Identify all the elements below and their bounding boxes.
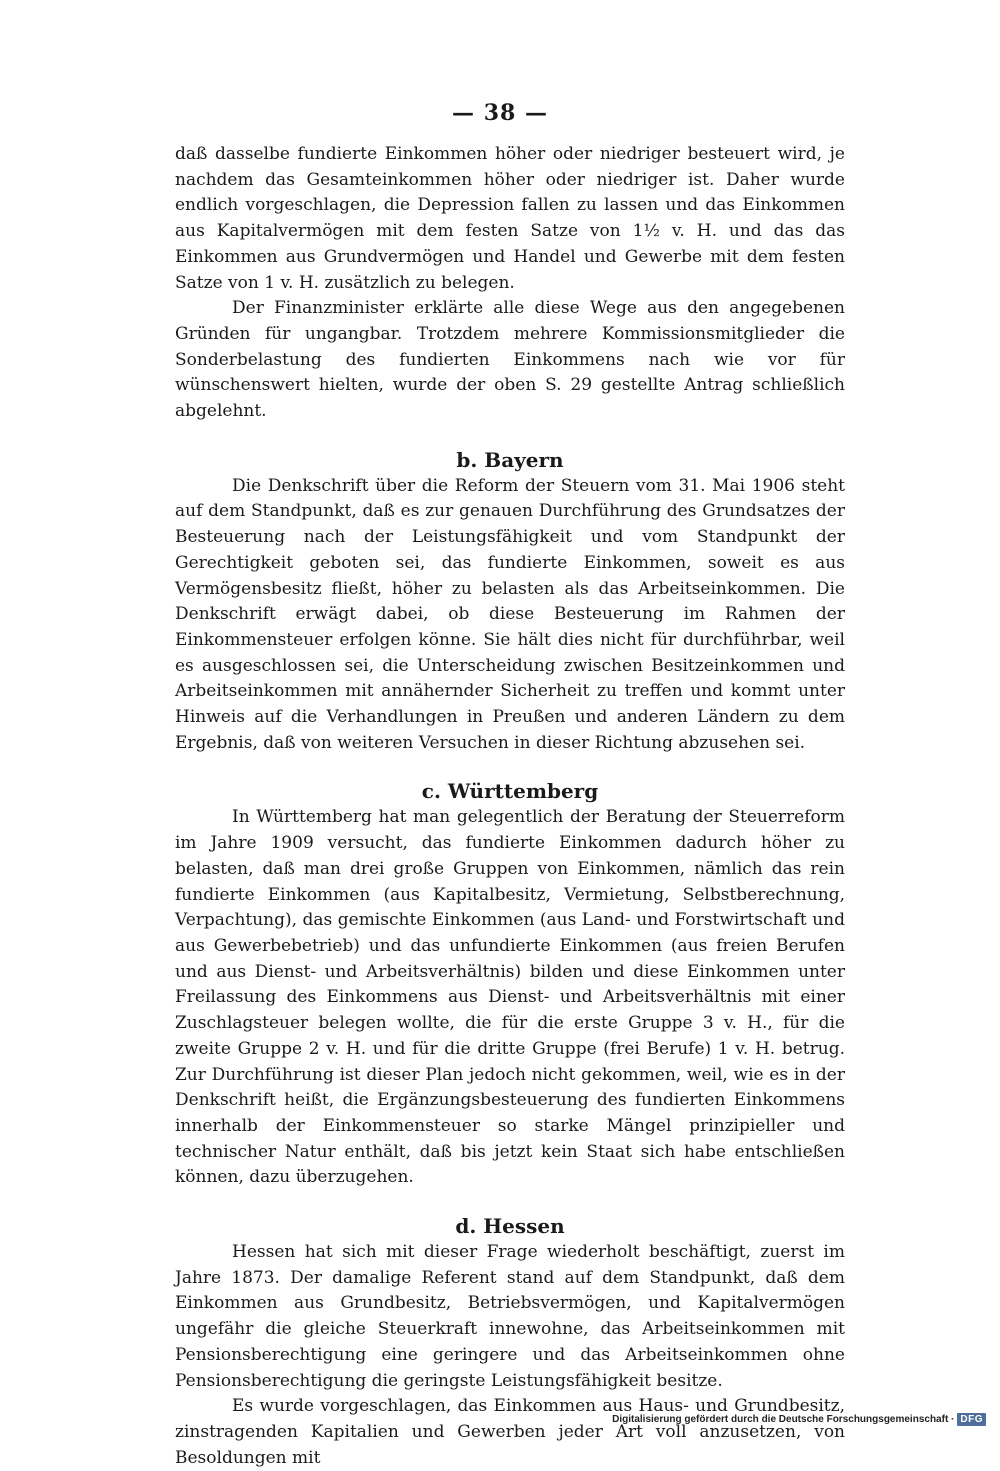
paragraph-4: In Württemberg hat man gelegentlich der Beratung der Steuerreform im Jahre 1909 versucht, das fundierte Einkommen dadurch höher zu belasten, daß man drei große Gruppen von Einkommen, nämlich das rein fundierte Einkommen (aus Kapitalbesitz, Vermietung, Selbstberechnung, Verpachtung), das gemischte Einkommen (aus Land- und Forstwirtschaft und aus Gewerbebetrieb) und das unfundierte Einkommen (aus freien Berufen und aus Dienst- und Arbeitsverhältnis) bilden und diese Einkommen unter Freilassung des Einkommens aus Dienst- und Arbeitsverhältnis mit einer Zuschlagsteuer belegen wollte, die für die erste Gruppe 3 v. H., für die zweite Gruppe 2 v. H. und für die dritte Gruppe (frei Berufe) 1 v. H. betrug. Zur Durchführung ist dieser Plan jedoch nicht gekommen, weil, wie es in der Denkschrift heißt, die Ergänzungsbesteuerung des fundierten Einkommens innerhalb der Einkommensteuer so starke Mängel prinzipieller und technischer Natur enthält, daß bis jetzt kein Staat sich habe entschließen können, dazu überzugehen.	[175, 807, 845, 1188]
paragraph-6: Es wurde vorgeschlagen, das Einkommen aus Haus- und Grundbesitz, zinstragenden Kapitalien und Gewerben jeder Art voll anzusetzen, von Besoldungen mit	[175, 1396, 845, 1468]
heading-wuerttemberg: c. Württemberg	[421, 779, 599, 804]
paragraph-1: daß dasselbe fundierte Einkommen höher oder niedriger besteuert wird, je nachdem das Gesamteinkommen höher oder niedriger ist. Daher wurde endlich vorgeschlagen, die Depression fallen zu lassen und das Einkommen aus Kapitalvermögen mit dem festen Satze von 1½ v. H. und das das Einkommen aus Grundvermögen und Handel und Gewerbe mit dem festen Satze von 1 v. H. zusätzlich zu belegen.	[175, 144, 845, 293]
heading-bayern: b. Bayern	[456, 447, 564, 472]
dfg-logo: DFG	[957, 1413, 986, 1426]
heading-hessen: d. Hessen	[455, 1214, 565, 1239]
page-number: — 38 —	[452, 100, 548, 126]
paragraph-5: Hessen hat sich mit dieser Frage wiederholt beschäftigt, zuerst im Jahre 1873. Der damalige Referent stand auf dem Standpunkt, daß dem Einkommen aus Grundbesitz, Betriebsvermögen, und Kapitalvermögen ungefähr die gleiche Steuerkraft innewohne, das Arbeitseinkommen mit Pensionsberechtigung eine geringere und das Arbeitseinkommen ohne Pensionsberechtigung die geringste Leistungsfähigkeit besitze.	[175, 1242, 845, 1391]
footer-text: Digitalisierung gefördert durch die Deutsche Forschungsgemeinschaft ·	[612, 1414, 955, 1425]
body-text	[175, 142, 845, 1471]
paragraph-3: Die Denkschrift über die Reform der Steuern vom 31. Mai 1906 steht auf dem Standpunkt, daß es zur genauen Durchführung des Grundsatzes der Besteuerung nach der Leistungsfähigkeit und vom Standpunkt der Gerechtigkeit geboten sei, das fundierte Einkommen, soweit es aus Vermögensbesitz fließt, höher zu belasten als das Arbeitseinkommen. Die Denkschrift erwägt dabei, ob diese Besteuerung im Rahmen der Einkommensteuer erfolgen könne. Sie hält dies nicht für durchführbar, weil es ausgeschlossen sei, die Unterscheidung zwischen Besitzeinkommen und Arbeitseinkommen mit annähernder Sicherheit zu treffen und kommt unter Hinweis auf die Verhandlungen in Preußen und anderen Ländern zu dem Ergebnis, daß von weiteren Versuchen in dieser Richtung abzusehen sei.	[175, 475, 845, 753]
paragraph-2: Der Finanzminister erklärte alle diese Wege aus den angegebenen Gründen für ungangbar. Trotzdem mehrere Kommissionsmitglieder die Sonderbelastung des fundierten Einkommens nach wie vor für wünschenswert hielten, wurde der oben S. 29 gestellte Antrag schließlich abgelehnt.	[175, 298, 845, 422]
footer-credit	[612, 1413, 986, 1426]
